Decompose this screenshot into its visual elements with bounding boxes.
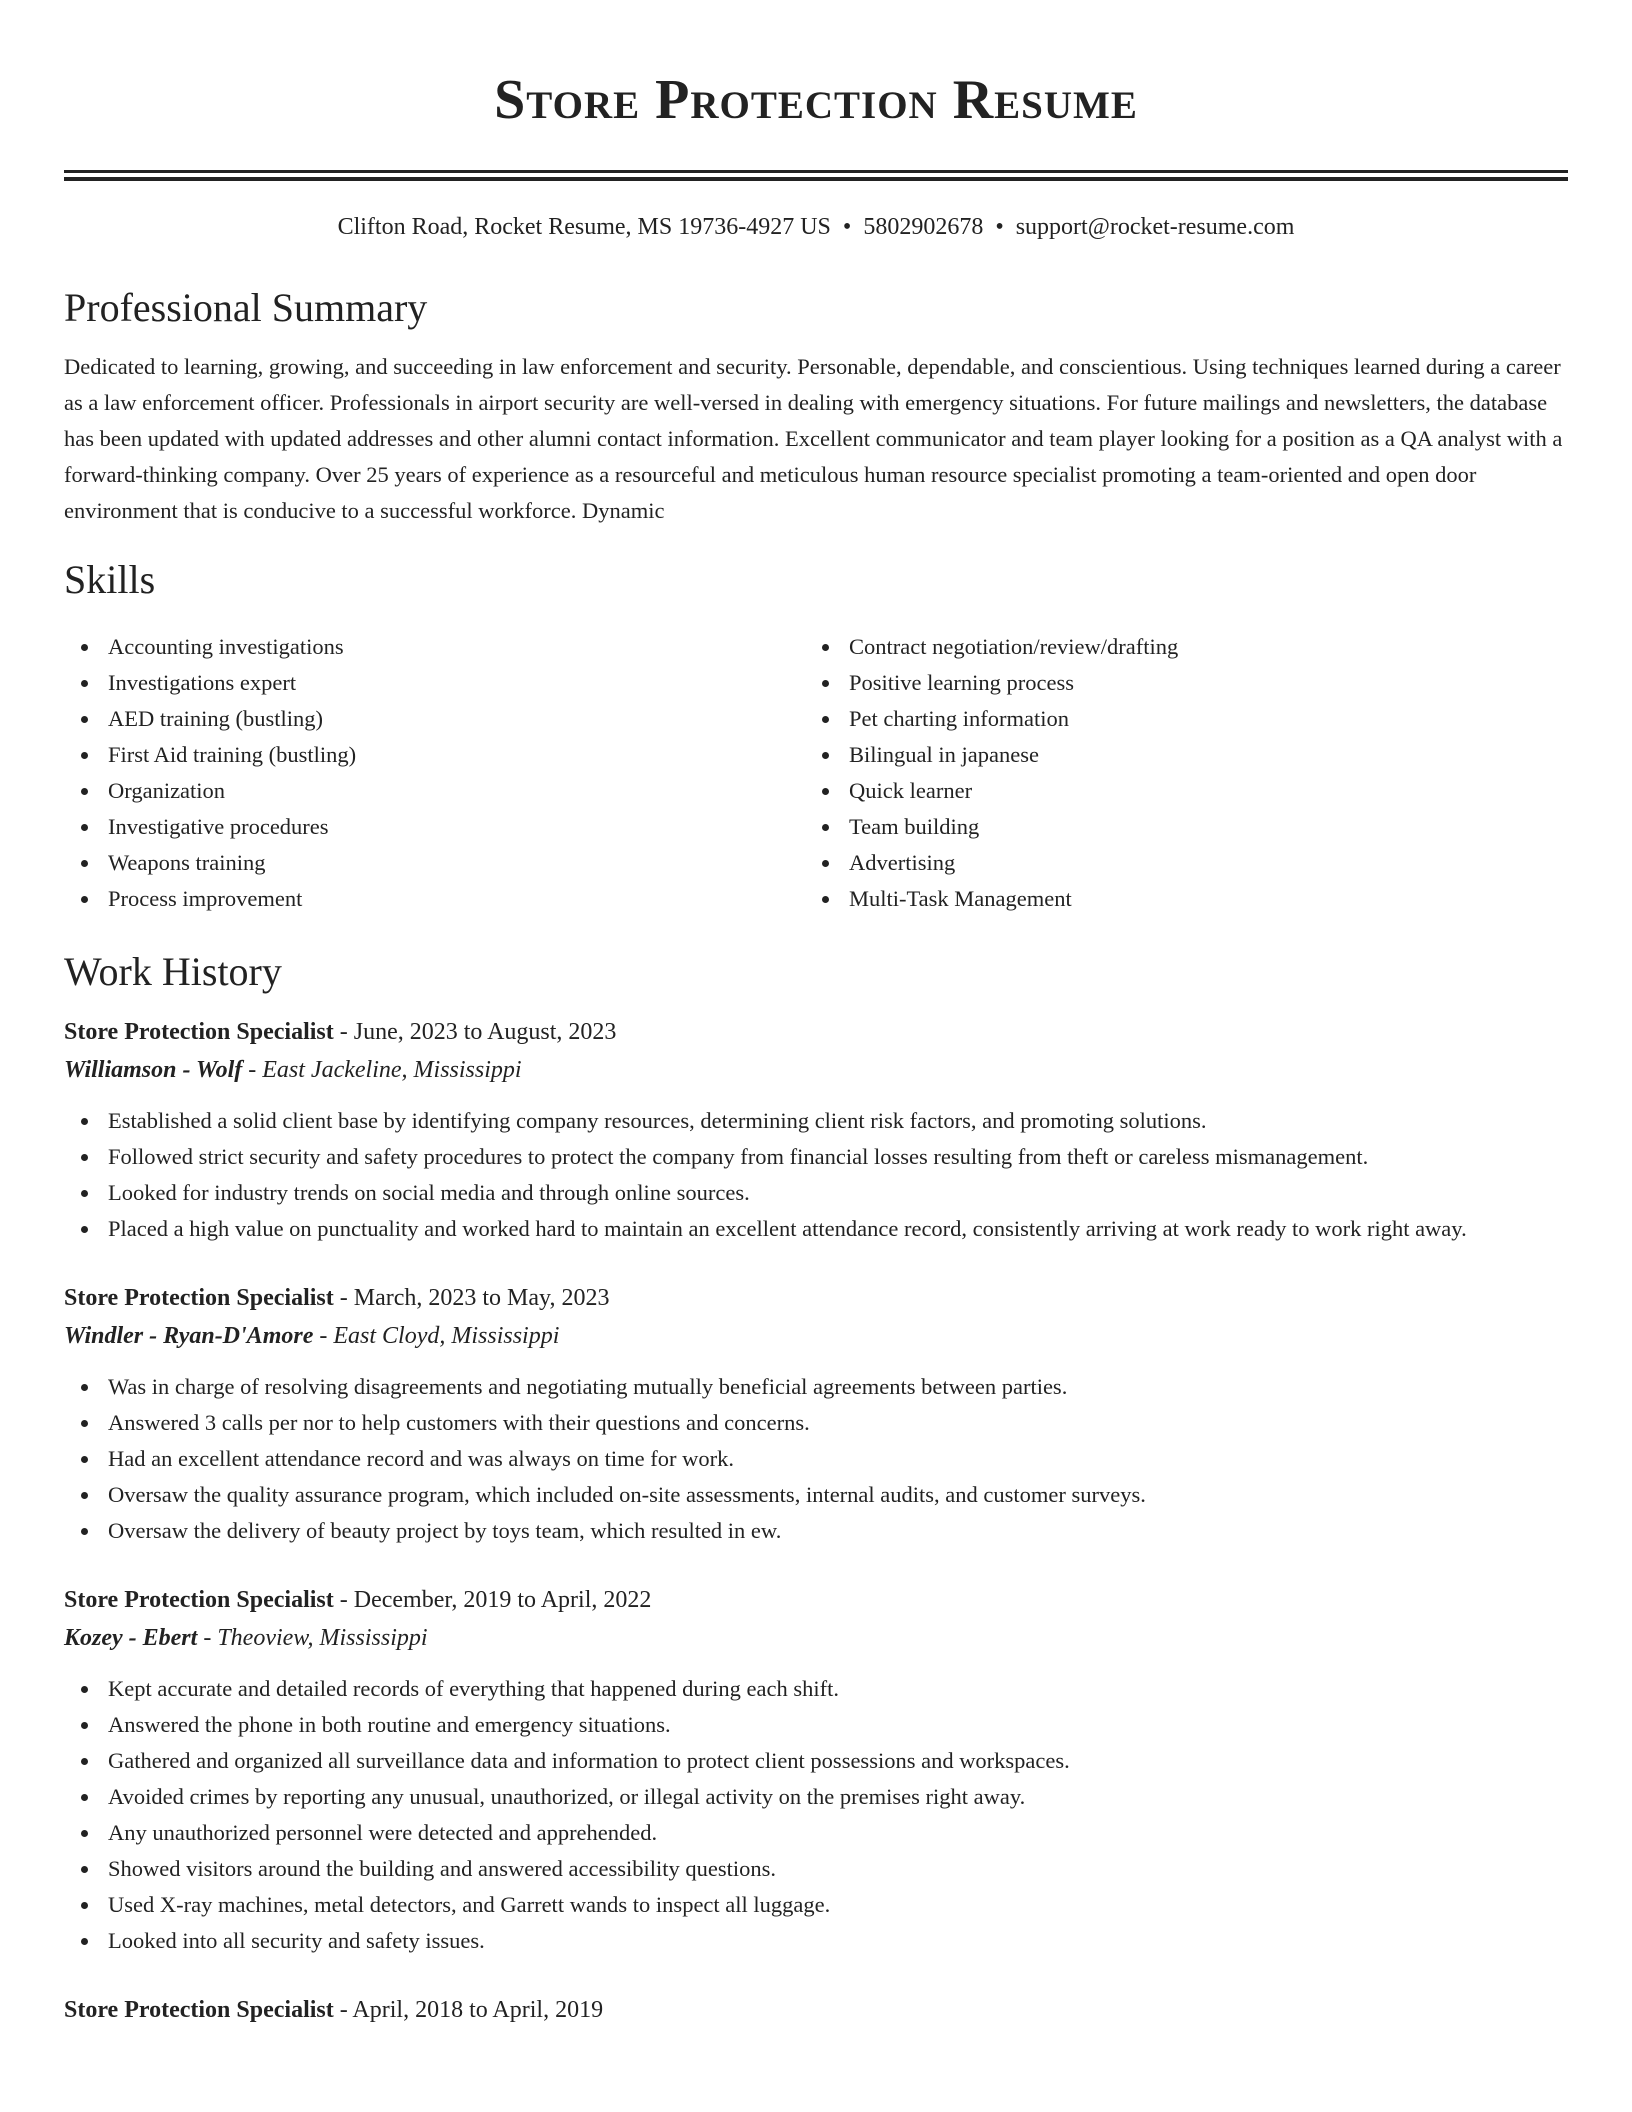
- bullet-icon: [81, 1190, 88, 1197]
- list-item-text: Looked for industry trends on social media and through online sources.: [108, 1180, 750, 1205]
- list-item: [64, 1103, 1568, 1139]
- list-item-text: Multi-Task Management: [849, 886, 1072, 911]
- company-location: Theoview, Mississippi: [217, 1625, 428, 1651]
- list-item-text: Bilingual in japanese: [849, 742, 1039, 767]
- bullet-icon: [81, 1420, 88, 1427]
- skill-item: [64, 845, 805, 881]
- bullet-icon: [81, 1794, 88, 1801]
- list-item-text: Answered the phone in both routine and emergency situations.: [108, 1712, 671, 1737]
- skills-right-column: [805, 629, 1546, 917]
- skills-heading: Skills: [64, 557, 156, 602]
- bullet-icon: [81, 788, 88, 795]
- list-item: [64, 1139, 1568, 1175]
- list-item: [64, 1477, 1568, 1513]
- list-item: [64, 1743, 1568, 1779]
- list-item-text: Accounting investigations: [108, 634, 344, 659]
- job-title-line: [64, 1279, 1568, 1317]
- contact-address: Clifton Road, Rocket Resume, MS 19736-4927 US: [337, 214, 831, 240]
- contact-phone: 5802902678: [863, 214, 984, 240]
- list-item-text: Oversaw the quality assurance program, which included on-site assessments, internal audits, and customer surveys.: [108, 1482, 1146, 1507]
- bullet-icon: [81, 1830, 88, 1837]
- bullet-icon: [81, 1492, 88, 1499]
- list-item: [64, 1441, 1568, 1477]
- job-dash: -: [333, 1997, 353, 2023]
- list-item-text: Investigations expert: [108, 670, 297, 695]
- bullet-icon: [822, 680, 829, 687]
- list-item-text: Placed a high value on punctuality and worked hard to maintain an excellent attendance record, consistently arriving at work ready to work right away.: [108, 1216, 1467, 1241]
- skill-item: [805, 881, 1546, 917]
- list-item-text: Any unauthorized personnel were detected and apprehended.: [108, 1820, 658, 1845]
- skill-item: [805, 773, 1546, 809]
- job-title: Store Protection Specialist: [64, 1285, 334, 1311]
- skill-item: [805, 737, 1546, 773]
- contact-line: [64, 211, 1568, 243]
- list-item-text: AED training (bustling): [108, 706, 323, 731]
- bullet-icon: [81, 1722, 88, 1729]
- bullet-icon: [81, 1154, 88, 1161]
- job-dates: March, 2023 to May, 2023: [353, 1285, 610, 1311]
- company-location: East Cloyd, Mississippi: [333, 1323, 560, 1349]
- skill-item: [64, 665, 805, 701]
- skill-item: [805, 629, 1546, 665]
- list-item-text: First Aid training (bustling): [108, 742, 357, 767]
- list-item: [64, 1887, 1568, 1923]
- list-item: [64, 1671, 1568, 1707]
- job-dash: -: [333, 1285, 354, 1311]
- bullet-icon: [822, 788, 829, 795]
- company-line: [64, 1619, 1568, 1657]
- company-line: [64, 1317, 1568, 1355]
- job-entry: [64, 1991, 1568, 2029]
- skill-item: [805, 845, 1546, 881]
- list-item-text: Used X-ray machines, metal detectors, and Garrett wands to inspect all luggage.: [108, 1892, 831, 1917]
- company-location: East Jackeline, Mississippi: [262, 1057, 522, 1083]
- job-bullet-list: [64, 1671, 1568, 1959]
- company-line: [64, 1051, 1568, 1089]
- list-item-text: Organization: [108, 778, 226, 803]
- title-divider: [64, 170, 1568, 181]
- list-item: [64, 1211, 1568, 1247]
- bullet-icon: [822, 752, 829, 759]
- list-item: [64, 1923, 1568, 1959]
- bullet-icon: [81, 1866, 88, 1873]
- work-history-heading: Work History: [64, 949, 282, 994]
- bullet-icon: [81, 716, 88, 723]
- bullet-icon: [81, 1528, 88, 1535]
- resume-title: Store Protection Resume: [494, 69, 1138, 131]
- job-bullet-list: [64, 1103, 1568, 1247]
- list-item-text: Process improvement: [108, 886, 303, 911]
- list-item-text: Was in charge of resolving disagreements and negotiating mutually beneficial agreements between parties.: [108, 1374, 1068, 1399]
- list-item: [64, 1513, 1568, 1549]
- list-item-text: Advertising: [849, 850, 956, 875]
- job-title-line: [64, 1581, 1568, 1619]
- list-item: [64, 1175, 1568, 1211]
- skills-columns: [64, 629, 1568, 917]
- job-dash: -: [333, 1587, 354, 1613]
- bullet-icon: [822, 824, 829, 831]
- contact-separator: •: [842, 214, 852, 240]
- bullet-icon: [81, 1902, 88, 1909]
- job-title: Store Protection Specialist: [64, 1019, 334, 1045]
- list-item-text: Gathered and organized all surveillance data and information to protect client possessions and workspaces.: [108, 1748, 1070, 1773]
- skill-item: [64, 773, 805, 809]
- list-item-text: Answered 3 calls per nor to help customers with their questions and concerns.: [108, 1410, 810, 1435]
- job-dates: December, 2019 to April, 2022: [353, 1587, 652, 1613]
- list-item: [64, 1369, 1568, 1405]
- list-item-text: Looked into all security and safety issues.: [108, 1928, 485, 1953]
- list-item-text: Kept accurate and detailed records of everything that happened during each shift.: [108, 1676, 839, 1701]
- bullet-icon: [81, 896, 88, 903]
- bullet-icon: [81, 1456, 88, 1463]
- job-dates: April, 2018 to April, 2019: [352, 1997, 604, 2023]
- job-bullet-list: [64, 1369, 1568, 1549]
- skill-item: [64, 809, 805, 845]
- list-item-text: Showed visitors around the building and answered accessibility questions.: [108, 1856, 777, 1881]
- skill-item: [64, 881, 805, 917]
- skill-item: [64, 629, 805, 665]
- job-title: Store Protection Specialist: [64, 1997, 334, 2023]
- list-item: [64, 1851, 1568, 1887]
- contact-email: support@rocket-resume.com: [1015, 214, 1295, 240]
- list-item-text: Investigative procedures: [108, 814, 329, 839]
- skill-item: [805, 701, 1546, 737]
- job-title: Store Protection Specialist: [64, 1587, 334, 1613]
- bullet-icon: [81, 1118, 88, 1125]
- list-item-text: Had an excellent attendance record and was always on time for work.: [108, 1446, 734, 1471]
- bullet-icon: [822, 716, 829, 723]
- job-entry: [64, 1581, 1568, 1959]
- list-item-text: Established a solid client base by identifying company resources, determining client risk factors, and promoting solutions.: [108, 1108, 1207, 1133]
- job-dash: -: [333, 1019, 354, 1045]
- bullet-icon: [81, 860, 88, 867]
- job-entry: [64, 1279, 1568, 1549]
- bullet-icon: [81, 1686, 88, 1693]
- company-name: Windler - Ryan-D'Amore: [64, 1323, 314, 1349]
- list-item-text: Avoided crimes by reporting any unusual, unauthorized, or illegal activity on the premises right away.: [108, 1784, 1026, 1809]
- company-dash: -: [313, 1323, 334, 1349]
- summary-heading: Professional Summary: [64, 285, 428, 330]
- skill-item: [805, 665, 1546, 701]
- list-item-text: Positive learning process: [849, 670, 1074, 695]
- company-dash: -: [197, 1625, 218, 1651]
- summary-text: Dedicated to learning, growing, and succeeding in law enforcement and security. Personable, dependable, and conscientious. Using techniques learned during a career as a law enforcement officer. Professionals in airport security are well-versed in dealing with emergency situations. For future mailings and newsletters, the database has been updated with updated addresses and other alumni contact information. Excellent communicator and team player looking for a position as a QA analyst with a forward-thinking company. Over 25 years of experience as a resourceful and meticulous human resource specialist promoting a team-oriented and open door environment that is conducive to a successful workforce. Dynamic: [64, 354, 1563, 523]
- bullet-icon: [81, 1384, 88, 1391]
- job-dates: June, 2023 to August, 2023: [353, 1019, 617, 1045]
- work-history-list: [64, 1013, 1568, 2029]
- bullet-icon: [822, 896, 829, 903]
- bullet-icon: [81, 644, 88, 651]
- company-name: Williamson - Wolf: [64, 1057, 243, 1083]
- bullet-icon: [81, 1226, 88, 1233]
- list-item: [64, 1779, 1568, 1815]
- list-item-text: Followed strict security and safety procedures to protect the company from financial losses resulting from theft or careless mismanagement.: [108, 1144, 1369, 1169]
- bullet-icon: [81, 824, 88, 831]
- job-entry: [64, 1013, 1568, 1247]
- list-item-text: Team building: [849, 814, 980, 839]
- skills-left-column: [64, 629, 805, 917]
- bullet-icon: [81, 1938, 88, 1945]
- bullet-icon: [81, 1758, 88, 1765]
- bullet-icon: [822, 860, 829, 867]
- bullet-icon: [81, 752, 88, 759]
- contact-separator: •: [995, 214, 1004, 240]
- list-item-text: Contract negotiation/review/drafting: [849, 634, 1179, 659]
- list-item-text: Quick learner: [849, 778, 973, 803]
- list-item: [64, 1707, 1568, 1743]
- list-item: [64, 1815, 1568, 1851]
- list-item: [64, 1405, 1568, 1441]
- company-name: Kozey - Ebert: [64, 1625, 198, 1651]
- company-dash: -: [242, 1057, 263, 1083]
- list-item-text: Oversaw the delivery of beauty project by toys team, which resulted in ew.: [108, 1518, 782, 1543]
- list-item-text: Weapons training: [108, 850, 266, 875]
- bullet-icon: [822, 644, 829, 651]
- job-title-line: [64, 1013, 1568, 1051]
- bullet-icon: [81, 680, 88, 687]
- skill-item: [805, 809, 1546, 845]
- skill-item: [64, 701, 805, 737]
- list-item-text: Pet charting information: [849, 706, 1069, 731]
- job-title-line: [64, 1991, 1568, 2029]
- skill-item: [64, 737, 805, 773]
